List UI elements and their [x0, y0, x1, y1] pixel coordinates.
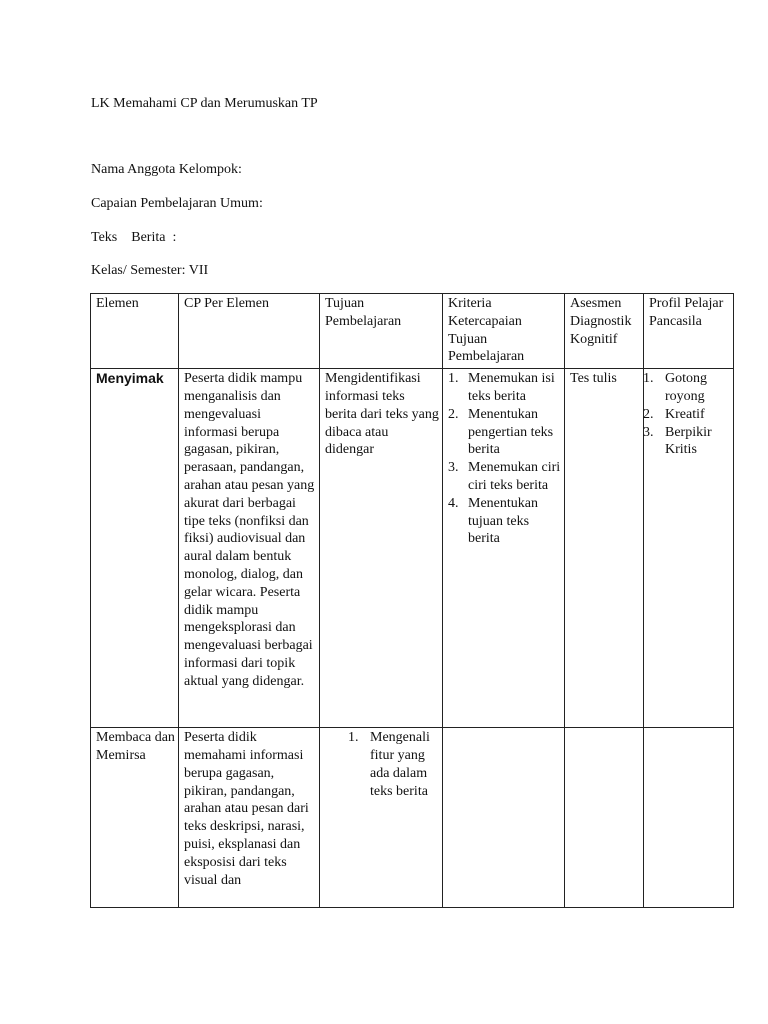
- list-item: 4. Menentukan tujuan teks berita: [448, 495, 538, 547]
- cell-tujuan: Mengidentifikasi informasi teks berita dari teks yang dibaca atau didengar: [320, 369, 443, 728]
- list-item: 1. Menemukan isi teks berita: [448, 371, 555, 404]
- cell-elemen: Membaca dan Memirsa: [91, 728, 179, 908]
- teks-berita-label: Teks Berita :: [91, 230, 177, 245]
- tujuan-list: [348, 729, 439, 800]
- kelas-semester-label: Kelas/ Semester: VII: [91, 263, 209, 278]
- document-title: LK Memahami CP dan Merumuskan TP: [91, 96, 318, 111]
- list-item: 1. Mengenali fitur yang ada dalam teks berita: [348, 730, 430, 799]
- cell-cp: Peserta didik memahami informasi berupa gagasan, pikiran, pandangan, arahan atau pesan dari teks deskripsi, narasi, puisi, eksplanasi dan eksposisi dari teks visual dan: [179, 728, 320, 908]
- anggota-kelompok-label: Nama Anggota Kelompok:: [91, 162, 242, 177]
- cell-cp: Peserta didik mampu menganalisis dan mengevaluasi informasi berupa gagasan, pikiran, perasaan, pandangan, arahan atau pesan yang akurat dari berbagai tipe teks (nonfiksi dan fiksi) audiovisual dan aural dalam bentuk monolog, dialog, dan gelar wicara. Peserta didik mampu mengeksplorasi dan mengevaluasi berbagai informasi dari topik aktual yang didengar.: [179, 369, 320, 728]
- list-item: 3. Berpikir Kritis: [643, 424, 712, 458]
- cell-elemen: [91, 369, 179, 728]
- lk-table: [90, 293, 734, 908]
- header-tujuan-pembelajaran: Tujuan Pembelajaran: [320, 294, 443, 369]
- table-header-row: [91, 294, 734, 369]
- cell-profil: [644, 728, 734, 908]
- cell-profil: [644, 369, 734, 728]
- header-asesmen-diagnostik: Asesmen Diagnostik Kognitif: [565, 294, 644, 369]
- profil-list: [643, 370, 730, 459]
- cell-asesmen: [565, 728, 644, 908]
- cell-kriteria: [443, 728, 565, 908]
- cell-asesmen: Tes tulis: [565, 369, 644, 728]
- cell-tujuan: [320, 728, 443, 908]
- cell-kriteria: [443, 369, 565, 728]
- header-cp-per-elemen: CP Per Elemen: [179, 294, 320, 369]
- list-item: 2. Menentukan pengertian teks berita: [448, 406, 554, 458]
- kriteria-list: [448, 370, 561, 548]
- table-row: [91, 728, 734, 908]
- capaian-pembelajaran-label: Capaian Pembelajaran Umum:: [91, 196, 263, 211]
- list-item: 2. Kreatif: [643, 406, 705, 422]
- header-elemen: Elemen: [91, 294, 179, 369]
- list-item: 1. Gotong royong: [643, 371, 707, 404]
- list-item: 3. Menemukan ciri ciri teks berita: [448, 460, 561, 493]
- header-profil-pelajar: Profil Pelajar Pancasila: [644, 294, 734, 369]
- header-kriteria-ketercapaian: Kriteria Ketercapaian Tujuan Pembelajaran: [443, 294, 565, 369]
- table-row: [91, 369, 734, 728]
- elemen-label: Menyimak: [96, 370, 164, 387]
